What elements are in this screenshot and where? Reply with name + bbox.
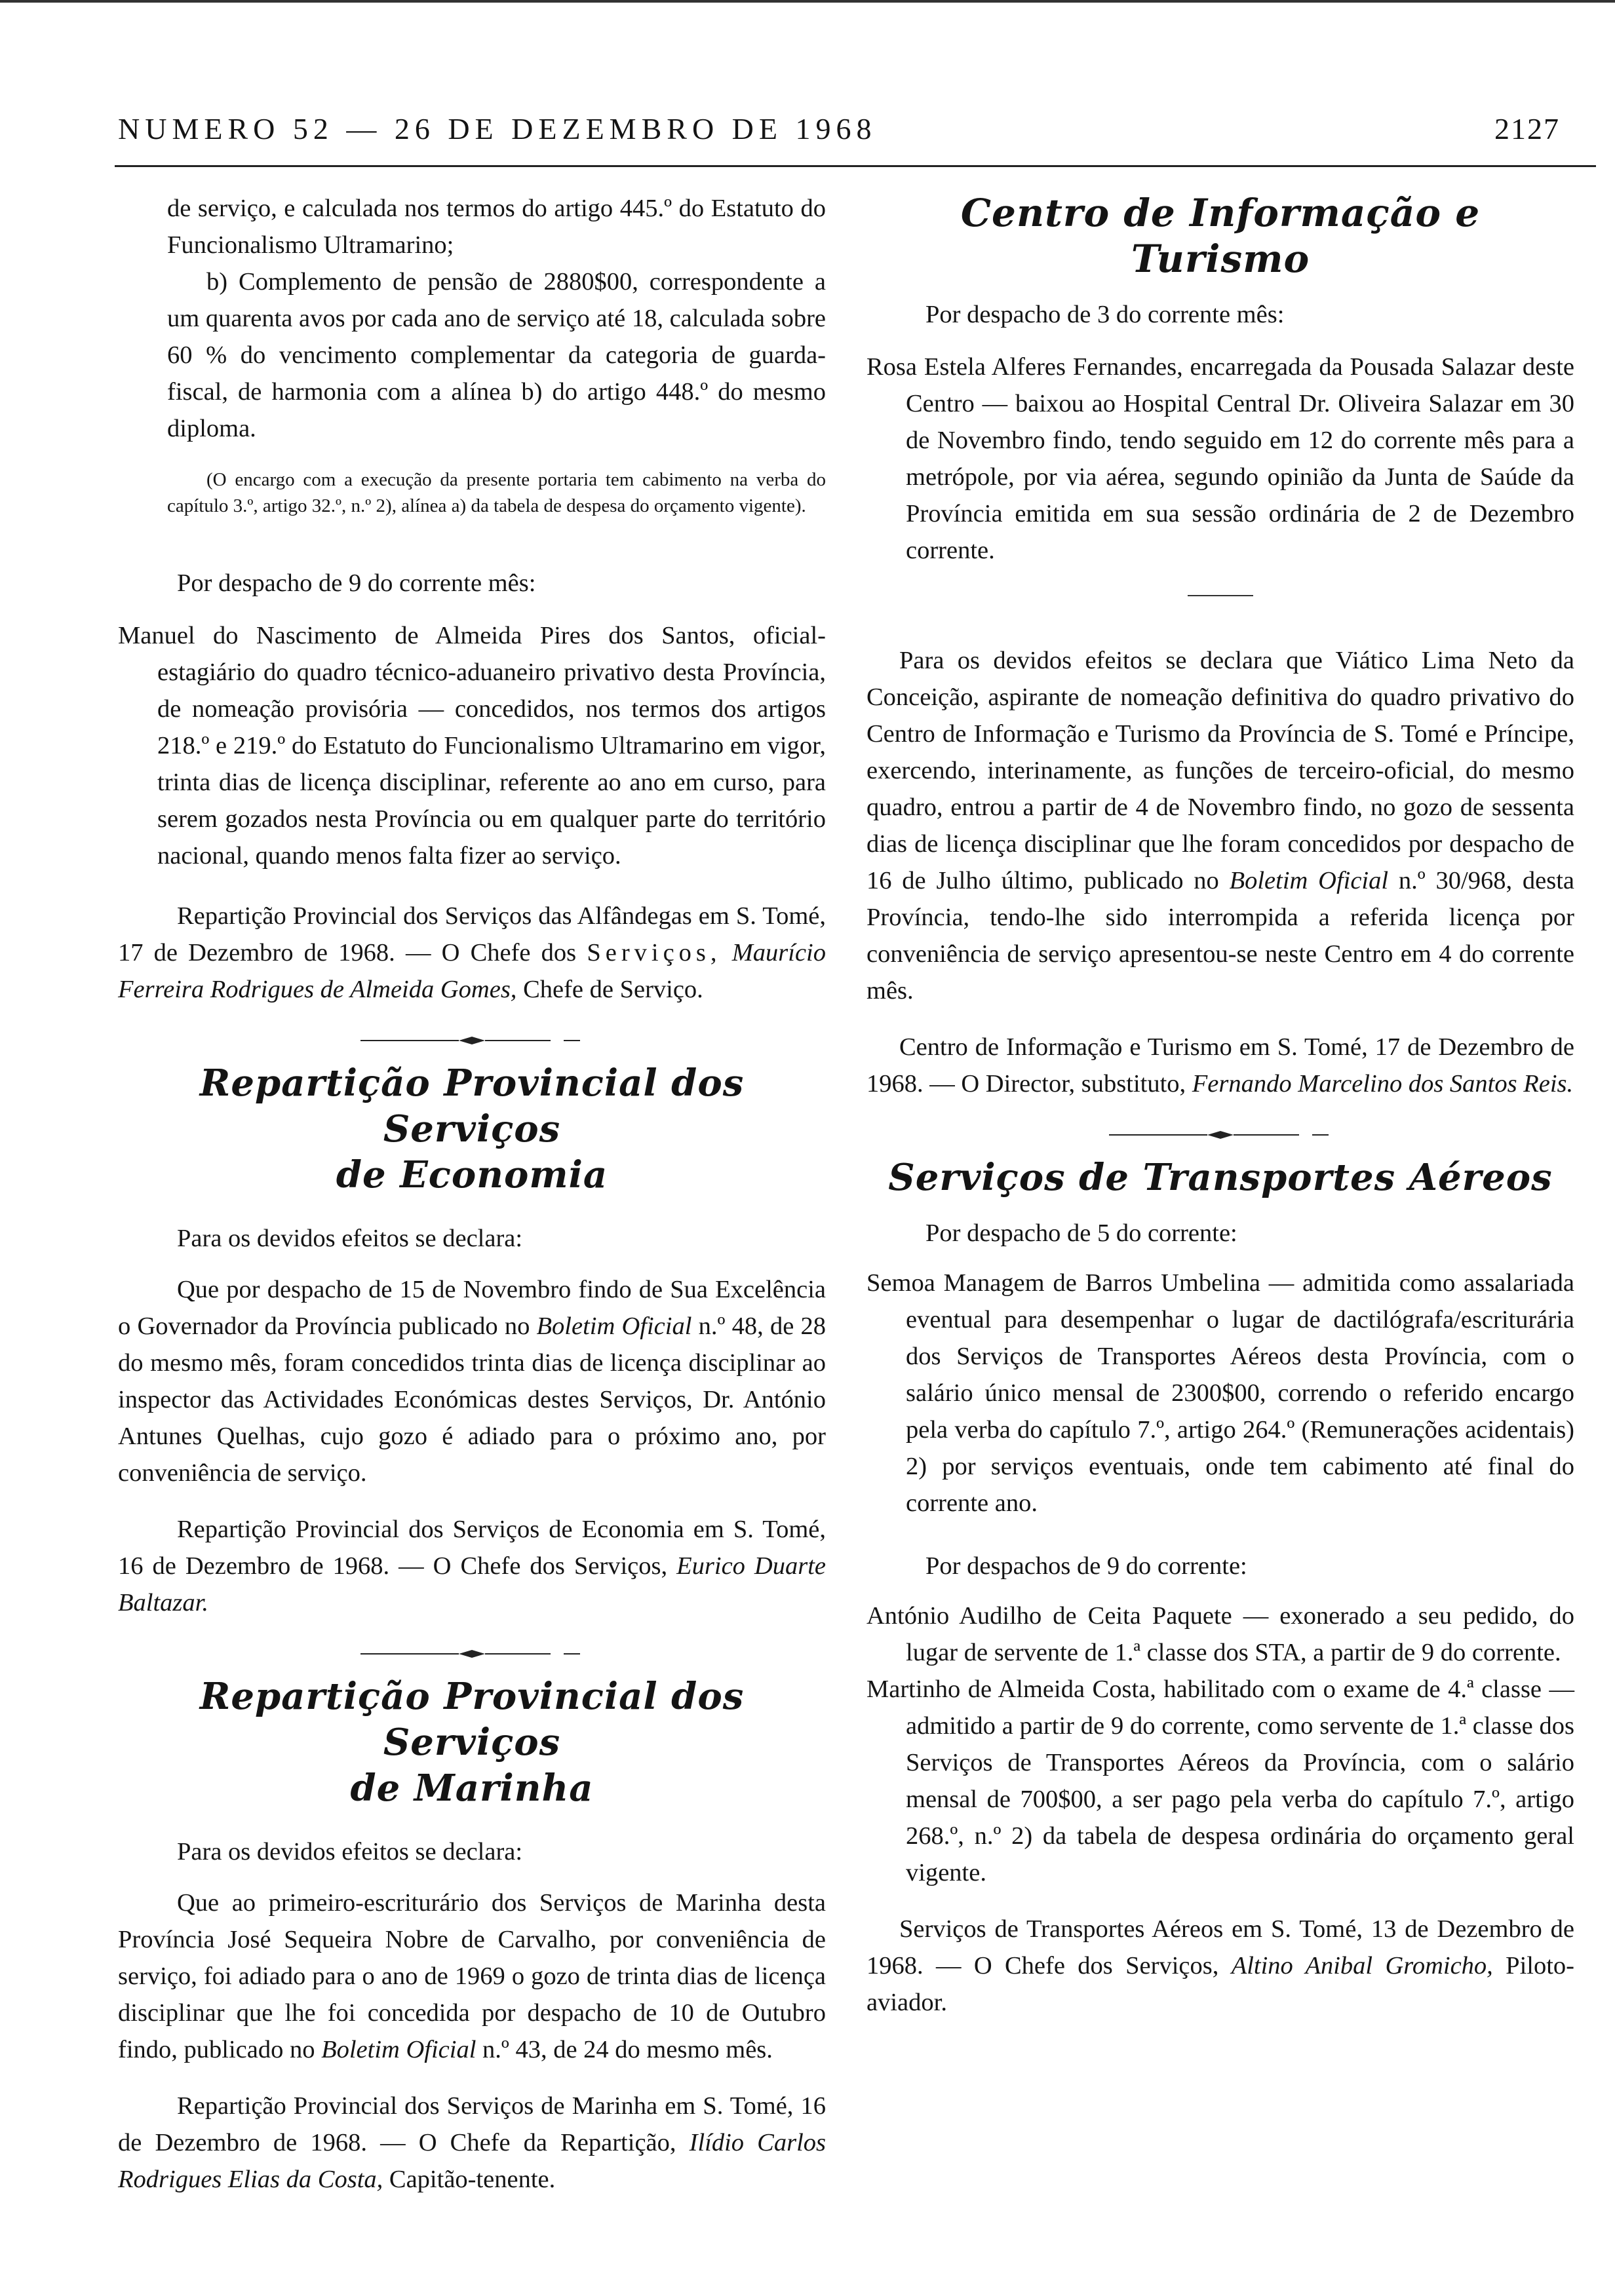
marinha-title-line-2: de Marinha bbox=[350, 1767, 594, 1810]
turismo-intro: Por despacho de 3 do corrente mês: bbox=[925, 301, 1285, 328]
aereos-semoa-umbelina: Semoa Managem de Barros Umbelina — admitida como assalariada eventual para desempenhar o lugar de dactilógrafa/escriturária dos Serviços de Transportes Aéreos desta Província, com o salário único mensal de 2300$00, correndo o referido encargo pela verba do capítulo 7.º, artigo 264.º (Remunerações acidentais) 2) por serviços eventuais, onde tem cabimento até final do corrente ano. bbox=[866, 1269, 1574, 1517]
page-number: 2127 bbox=[1494, 112, 1560, 145]
continued-block bbox=[118, 190, 826, 519]
turismo-title: Centro de Informação e Turismo bbox=[960, 191, 1481, 281]
turismo-rosa-fernandes: Rosa Estela Alferes Fernandes, encarregada da Pousada Salazar deste Centro — baixou ao Hospital Central Dr. Oliveira Salazar em 30 de Novembro findo, tendo seguido em 12 do corrente mês para a metrópole, por via aérea, segundo opinião da Junta de Saúde da Província emitida em sua sessão ordinária de 2 de Dezembro corrente. bbox=[866, 353, 1574, 564]
aereos-intro-2: Por despachos de 9 do corrente: bbox=[925, 1552, 1247, 1580]
aereos-title: Serviços de Transportes Aéreos bbox=[888, 1156, 1553, 1199]
economia-title-line-1: Repartição Provincial dos Serviços bbox=[199, 1062, 745, 1151]
aereos-martinho-costa: Martinho de Almeida Costa, habilitado com o exame de 4.ª classe — admitido a partir de 9 do corrente, como servente de 1.ª classe dos Serviços de Transportes Aéreos da Província, com o salário mensal de 700$00, a ser pago pela verba do capítulo 7.º, artigo 268.º, n.º 2) da tabela de despesa ordinária do orçamento geral vigente. bbox=[866, 1675, 1574, 1886]
economia-signature: Repartição Provincial dos Serviços de Economia em S. Tomé, 16 de Dezembro de 1968. — O Chefe dos Serviços, Eurico Duarte Baltazar. bbox=[118, 1516, 827, 1617]
despacho-manuel-santos: Manuel do Nascimento de Almeida Pires dos Santos, oficial-estagiário do quadro técnico-aduaneiro privativo desta Província, de nomeação provisória — concedidos, nos termos dos artigos 218.º e 219.º do Estatuto do Funcionalismo Ultramarino em vigor, trinta dias de licença disciplinar, referente ao ano em curso, para serem gozados nesta Província ou em qualquer parte do território nacional, quando menos falta fizer ao serviço. bbox=[118, 622, 826, 870]
despacho-intro: Por despacho de 9 do corrente mês: bbox=[177, 569, 536, 597]
economia-title-line-2: de Economia bbox=[336, 1153, 608, 1196]
right-column bbox=[866, 190, 1574, 2021]
encargo-note: (O encargo com a execução da presente portaria tem cabimento na verba do capítulo 3.º, artigo 32.º, n.º 2), alínea a) da tabela de despesa do orçamento vigente). bbox=[167, 469, 826, 516]
marinha-title-line-1: Repartição Provincial dos Serviços bbox=[199, 1675, 745, 1764]
page-header bbox=[0, 0, 1615, 170]
header-rule bbox=[115, 165, 1596, 167]
marinha-body: Que ao primeiro-escriturário dos Serviços de Marinha desta Província José Sequeira Nobre de Carvalho, por conveniência de serviço, foi adiado para o ano de 1969 o gozo de trinta dias de licença disciplinar que lhe foi concedida por despacho de 10 de Outubro findo, publicado no Boletim Oficial n.º 43, de 24 do mesmo mês. bbox=[118, 1889, 826, 2063]
section-separator bbox=[354, 1647, 590, 1660]
marinha-signature: Repartição Provincial dos Serviços de Marinha em S. Tomé, 16 de Dezembro de 1968. — O Chefe da Repartição, Ilídio Carlos Rodrigues Elias da Costa, Capitão-tenente. bbox=[118, 2092, 826, 2193]
aereos-intro-1: Por despacho de 5 do corrente: bbox=[925, 1219, 1237, 1247]
marinha-intro: Para os devidos efeitos se declara: bbox=[177, 1838, 523, 1866]
section-separator bbox=[354, 1034, 590, 1047]
continued-paragraph-2: b) Complemento de pensão de 2880$00, correspondente a um quarenta avos por cada ano de serviço até 18, calculada sobre 60 % do vencimento complementar da categoria de guarda-fiscal, de harmonia com a alínea b) do artigo 448.º do mesmo diploma. bbox=[167, 268, 826, 442]
aereos-signature: Serviços de Transportes Aéreos em S. Tomé, 13 de Dezembro de 1968. — O Chefe dos Serviços, Altino Anibal Gromicho, Piloto-aviador. bbox=[866, 1915, 1574, 2016]
section-separator bbox=[1102, 1128, 1338, 1141]
economia-body: Que por despacho de 15 de Novembro findo de Sua Excelência o Governador da Província publicado no Boletim Oficial n.º 48, de 28 do mesmo mês, foram concedidos trinta dias de licença disciplinar ao inspector das Actividades Económicas destes Serviços, Dr. António Antunes Quelhas, cujo gozo é adiado para o próximo ano, por conveniência de serviço. bbox=[118, 1276, 826, 1487]
continued-paragraph-1: de serviço, e calculada nos termos do artigo 445.º do Estatuto do Funcionalismo Ultramarino; bbox=[167, 195, 826, 259]
economia-intro: Para os devidos efeitos se declara: bbox=[177, 1225, 523, 1252]
turismo-declaration: Para os devidos efeitos se declara que Viático Lima Neto da Conceição, aspirante de nomeação definitiva do quadro privativo do Centro de Informação e Turismo da Província de S. Tomé e Príncipe, exercendo, interinamente, as funções de terceiro-oficial, do mesmo quadro, entrou a partir de 4 de Novembro findo, no gozo de sessenta dias de licença disciplinar que lhe foram concedidos por despacho de 16 de Julho último, publicado no Boletim Oficial n.º 30/968, desta Província, tendo-lhe sido interrompida a referida licença por conveniência de serviço apresentou-se neste Centro em 4 do corrente mês. bbox=[866, 647, 1574, 1004]
turismo-signature: Centro de Informação e Turismo em S. Tomé, 17 de Dezembro de 1968. — O Director, substituto, Fernando Marcelino dos Santos Reis. bbox=[866, 1033, 1574, 1098]
aereos-antonio-paquete: António Audilho de Ceita Paquete — exonerado a seu pedido, do lugar de servente de 1.ª classe dos STA, a partir de 9 do corrente. bbox=[866, 1602, 1574, 1666]
alfandegas-signature: Repartição Provincial dos Serviços das Alfândegas em S. Tomé, 17 de Dezembro de 1968. — O Chefe dos Serviços, Maurício Ferreira Rodrigues de Almeida Gomes, Chefe de Serviço. bbox=[118, 902, 826, 1003]
left-column bbox=[118, 190, 826, 2198]
issue-line: NUMERO 52 — 26 DE DEZEMBRO DE 1968 bbox=[118, 112, 877, 145]
